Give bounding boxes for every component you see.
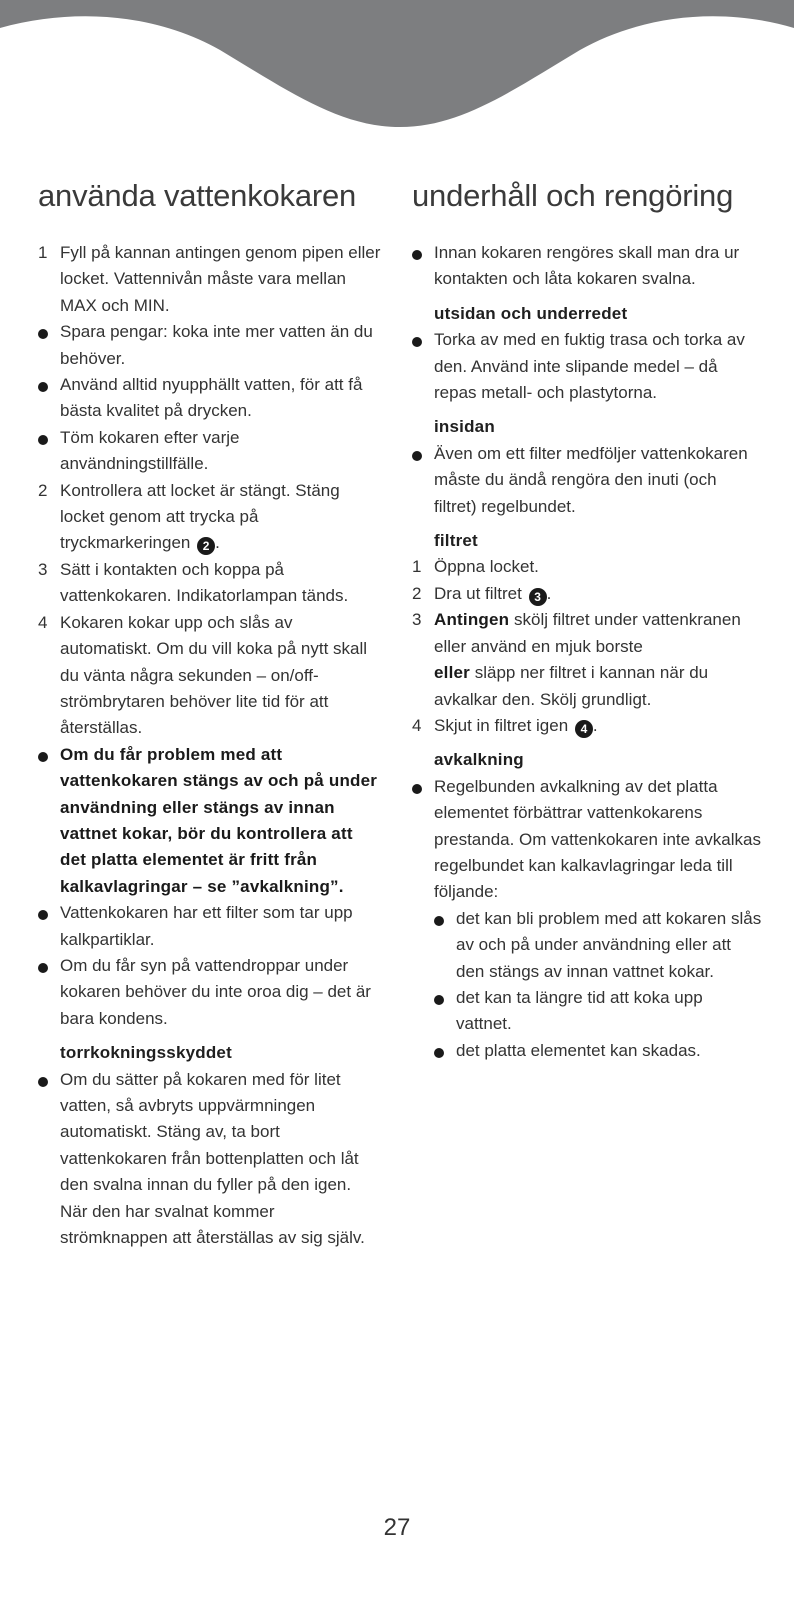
list-item-text: Sätt i kontakten och koppa på vattenkokaren. Indikatorlampan tänds. xyxy=(60,559,349,606)
figure-reference-icon: 4 xyxy=(575,720,593,738)
header-wave-band xyxy=(0,0,794,140)
list-item xyxy=(38,240,383,319)
step-number: 3 xyxy=(412,610,422,630)
sub-list-item xyxy=(434,906,762,985)
list-item xyxy=(38,557,383,610)
list-item-period: . xyxy=(546,583,552,603)
list-item-text: Skjut in filtret igen xyxy=(434,715,569,735)
list-item-text: Fyll på kannan antingen genom pipen eller locket. Vattennivån måste vara mellan MAX och MIN. xyxy=(60,243,381,315)
list-item xyxy=(38,610,383,742)
list-item xyxy=(38,478,383,557)
step-number: 3 xyxy=(38,559,48,579)
list-item xyxy=(38,425,383,478)
subheading-filter: filtret xyxy=(434,531,478,551)
step-number: 2 xyxy=(38,480,48,500)
bullet-icon xyxy=(38,425,54,451)
list-item xyxy=(412,441,762,520)
bullet-icon xyxy=(412,327,428,353)
figure-reference-icon: 2 xyxy=(197,537,215,555)
list-item-warning xyxy=(38,742,383,900)
list-item-text: Kontrollera att locket är stängt. Stäng locket genom att trycka på tryckmarkeringen xyxy=(60,480,340,553)
section-title-using-kettle: använda vattenkokaren xyxy=(38,178,357,213)
list-item-text: det platta elementet kan skadas. xyxy=(456,1040,701,1060)
list-item-text: Om du sätter på kokaren med för litet vatten, så avbryts uppvärmningen automatiskt. Stäng av, ta bort vattenkokaren från bottenplatten och låt den svalna innan du fyller på den igen. När den har svalnat kommer strömknappen att återställas av sig själv. xyxy=(60,1069,365,1248)
bullet-icon xyxy=(38,742,54,768)
list-item xyxy=(38,319,383,372)
subheading-inside: insidan xyxy=(434,417,495,437)
subheading-outside: utsidan och underredet xyxy=(434,303,628,323)
bullet-icon xyxy=(38,372,54,398)
list-item-text: Regelbunden avkalkning av det platta elementet förbättrar vattenkokarens prestanda. Om vattenkokaren inte avkalkas regelbundet kan kalkavlagringar leda till följande: xyxy=(434,776,761,902)
list-item-text: det kan ta längre tid att koka upp vattnet. xyxy=(456,987,703,1034)
subheading-descaling: avkalkning xyxy=(434,750,524,770)
step-number: 1 xyxy=(412,557,422,577)
list-item xyxy=(412,240,762,293)
list-item-text: Även om ett filter medföljer vattenkokaren måste du ändå rengöra den inuti (och filtret) regelbundet. xyxy=(434,443,748,516)
list-item-text: Öppna locket. xyxy=(434,557,539,577)
bullet-icon xyxy=(412,240,428,266)
list-item-text: Vattenkokaren har ett filter som tar upp kalkpartiklar. xyxy=(60,903,353,949)
right-column xyxy=(412,178,762,1064)
list-item xyxy=(412,581,762,607)
list-item-text: Dra ut filtret xyxy=(434,583,522,603)
list-item-text: Använd alltid nyupphällt vatten, för att få bästa kvalitet på drycken. xyxy=(60,375,363,421)
left-column xyxy=(38,178,383,1251)
list-item-text: Torka av med en fuktig trasa och torka av den. Använd inte slipande medel – då repas metall- och plastytorna. xyxy=(434,330,745,403)
subheading-dry-boil: torrkokningsskyddet xyxy=(60,1043,232,1063)
list-item xyxy=(412,607,762,713)
list-item-text: Om du får syn på vattendroppar under kokaren behöver du inte oroa dig – det är bara kondens. xyxy=(60,955,371,1028)
step-number: 4 xyxy=(412,715,422,735)
list-item xyxy=(412,327,762,406)
bullet-icon xyxy=(38,953,54,979)
figure-reference-icon: 3 xyxy=(529,588,547,606)
bullet-icon xyxy=(38,900,54,926)
list-item-period: . xyxy=(215,533,220,553)
list-item-text: skölj filtret under vattenkranen eller använd en mjuk borste xyxy=(434,610,741,656)
list-item xyxy=(38,900,383,953)
list-item xyxy=(38,953,383,1032)
step-number: 4 xyxy=(38,612,48,632)
list-item-text: Töm kokaren efter varje användningstillfälle. xyxy=(60,427,240,474)
list-item-text: Innan kokaren rengöres skall man dra ur kontakten och låta kokaren svalna. xyxy=(434,243,740,289)
bullet-icon xyxy=(412,441,428,467)
list-item-text: släpp ner filtret i kannan när du avkalkar den. Skölj grundligt. xyxy=(434,663,709,709)
list-item xyxy=(412,554,762,580)
sub-list-item xyxy=(434,985,762,1038)
step-number: 1 xyxy=(38,243,48,262)
list-item xyxy=(38,372,383,425)
emphasis-text: Antingen xyxy=(434,610,510,630)
list-item-text: Spara pengar: koka inte mer vatten än du behöver. xyxy=(60,322,373,368)
list-item-text: Kokaren kokar upp och slås av automatiskt. Om du vill koka på nytt skall du vänta några sekunden – on/off-strömbrytaren behöver lite tid för att återställas. xyxy=(60,612,368,738)
bullet-icon xyxy=(434,906,450,932)
bullet-icon xyxy=(434,1038,450,1064)
bullet-icon xyxy=(38,319,54,345)
list-item-period: . xyxy=(592,715,598,735)
section-title-maintenance: underhåll och rengöring xyxy=(412,178,734,213)
page-number: 27 xyxy=(383,1514,411,1541)
list-item-text: Om du får problem med att vattenkokaren stängs av och på under användning eller stängs av innan vattnet kokar, bör du kontrollera att det platta elementet är fritt från kalkavlagringar – se ”avkalkning”. xyxy=(60,744,378,896)
emphasis-text: eller xyxy=(434,663,470,683)
bullet-icon xyxy=(412,774,428,800)
bullet-icon xyxy=(434,985,450,1011)
list-item xyxy=(412,713,762,739)
step-number: 2 xyxy=(412,583,422,603)
list-item-text: det kan bli problem med att kokaren slås av och på under användning eller att den stängs av innan vattnet kokar. xyxy=(456,908,762,981)
sub-list-item xyxy=(434,1038,762,1064)
list-item xyxy=(412,774,762,906)
list-item xyxy=(38,1067,383,1252)
bullet-icon xyxy=(38,1067,54,1093)
